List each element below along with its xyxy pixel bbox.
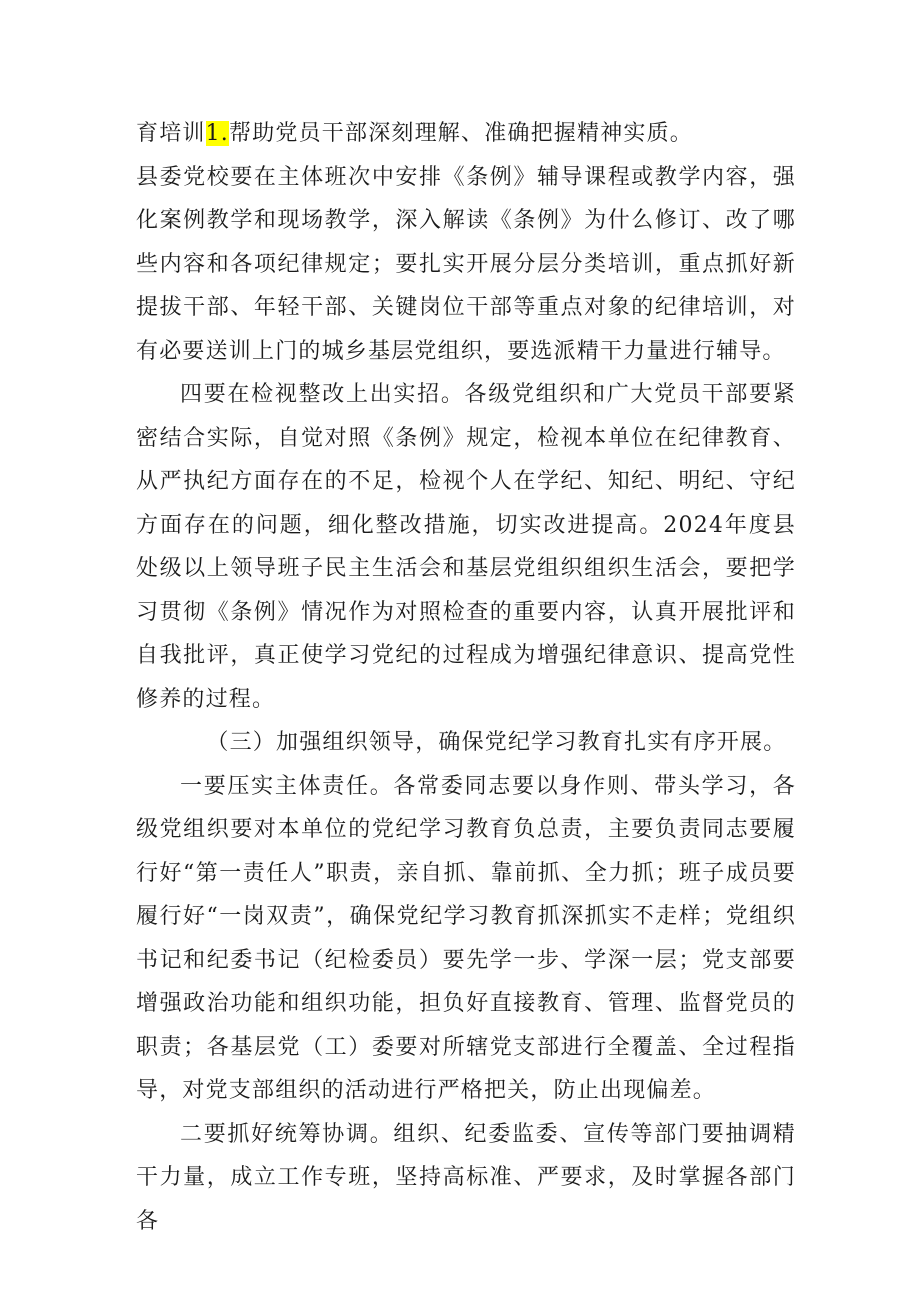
paragraph-coordination: 二要抓好统筹协调。组织、纪委监委、宣传等部门要抽调精干力量，成立工作专班，坚持高标准、严要求，及时掌握各部门各 [136, 1121, 796, 1234]
line-rest: 帮助党员干部深刻理解、准确把握精神实质。 [229, 121, 694, 146]
line-prefix: 育培训 [136, 121, 206, 146]
paragraph-inspection-rectification: 四要在检视整改上出实招。各级党组织和广大党员干部要紧密结合实际，自觉对照《条例》规定，检视本单位在纪律教育、从严执纪方面存在的不足，检视个人在学纪、知纪、明纪、守纪方面存在的问题，细化整改措施，切实改进提高。2024年度县处级以上领导班子民主生活会和基层党组织组织生活会，要把学习贯彻《条例》情况作为对照检查的重要内容，认真开展批评和自我批评，真正使学习党纪的过程成为增强纪律意识、提高党性修养的过程。 [136, 382, 796, 712]
body-text [136, 112, 796, 1243]
paragraph-party-school: 县委党校要在主体班次中安排《条例》辅导课程或教学内容，强化案例教学和现场教学，深入解读《条例》为什么修订、改了哪些内容和各项纪律规定；要扎实开展分层分类培训，重点抓好新提拔干部、年轻干部、关键岗位干部等重点对象的纪律培训，对有必要送训上门的城乡基层党组织，要选派精干力量进行辅导。 [136, 164, 796, 364]
section-heading-three: （三）加强组织领导，确保党纪学习教育扎实有序开展。 [206, 730, 787, 755]
paragraph-main-responsibility: 一要压实主体责任。各常委同志要以身作则、带头学习，各级党组织要对本单位的党纪学习教育负总责，主要负责同志要履行好“第一责任人”职责，亲自抓、靠前抓、全力抓；班子成员要履行好“一岗双责”，确保党纪学习教育抓深抓实不走样；党组织书记和纪委书记（纪检委员）要先学一步、学深一层；党支部要增强政治功能和组织功能，担负好直接教育、管理、监督党员的职责；各基层党（工）委要对所辖党支部进行全覆盖、全过程指导，对党支部组织的活动进行严格把关，防止出现偏差。 [136, 773, 796, 1103]
paragraph-continuation-first-line [136, 112, 796, 156]
highlighted-number: 1. [205, 121, 229, 146]
